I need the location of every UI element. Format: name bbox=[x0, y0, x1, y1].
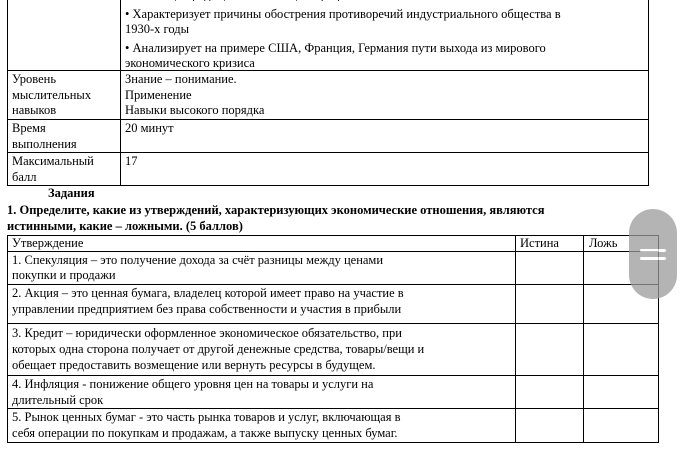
statement-line: покупки и продажи bbox=[12, 268, 116, 282]
skill-value-line-3: Навыки высокого порядка bbox=[125, 103, 265, 117]
statement-line: управлении предприятием без права собственности и участия в прибыли bbox=[12, 302, 402, 316]
header-statement: Утверждение bbox=[12, 236, 84, 250]
time-value: 20 минут bbox=[125, 121, 174, 135]
time-label-line-1: Время bbox=[12, 121, 46, 135]
true-answer-cell[interactable] bbox=[515, 251, 584, 285]
skill-label-line-3: навыков bbox=[12, 103, 57, 117]
header-true: Истина bbox=[520, 236, 559, 250]
bullet-1-line-2: 1930-х годы bbox=[125, 22, 190, 36]
false-answer-cell[interactable] bbox=[583, 323, 659, 376]
time-value-cell bbox=[120, 119, 649, 153]
max-score-label-line-2: балл bbox=[12, 170, 37, 184]
skill-value-line-1: Знание – понимание. bbox=[125, 72, 237, 86]
false-answer-cell[interactable] bbox=[583, 375, 659, 409]
statement-line: 4. Инфляция - понижение общего уровня цен на товары и услуги на bbox=[12, 377, 374, 391]
question-line-2: истинными, какие – ложными. (5 баллов) bbox=[7, 219, 243, 233]
statement-line: 5. Рынок ценных бумаг - это часть рынка товаров и услуг, включающая в bbox=[12, 410, 401, 424]
true-answer-cell[interactable] bbox=[515, 375, 584, 409]
max-score-label-line-1: Максимальный bbox=[12, 154, 94, 168]
tasks-heading: Задания bbox=[48, 186, 95, 200]
header-false: Ложь bbox=[589, 236, 618, 250]
skill-label-line-2: мыслительных bbox=[12, 88, 92, 102]
statement-line: себя операции по покупкам и продажам, а также выпуску ценных бумаг. bbox=[12, 426, 398, 440]
statement-line: 3. Кредит – юридически оформленное экономическое обязательство, при bbox=[12, 326, 402, 340]
skill-value-line-2: Применение bbox=[125, 88, 192, 102]
bullet-1-line-1: • Характеризует причины обострения противоречий индустриального общества в bbox=[125, 7, 561, 21]
statement-line: которых одна сторона получает от другой денежные средства, товары/вещи и bbox=[12, 342, 425, 356]
true-answer-cell[interactable] bbox=[515, 284, 584, 324]
skill-label-line-1: Уровень bbox=[12, 72, 57, 86]
bullet-2-line-2: экономического кризиса bbox=[125, 56, 255, 70]
floating-menu-button[interactable] bbox=[629, 209, 677, 299]
max-score-value-cell bbox=[120, 152, 649, 186]
question-line-1: 1. Определите, какие из утверждений, характеризующих экономические отношения, являются bbox=[7, 203, 545, 217]
true-answer-cell[interactable] bbox=[515, 323, 584, 376]
cut-off-text bbox=[140, 0, 540, 1]
statement-line: 1. Спекуляция – это получение дохода за счёт разницы между ценами bbox=[12, 253, 384, 267]
max-score-value: 17 bbox=[125, 154, 138, 168]
false-answer-cell[interactable] bbox=[583, 408, 659, 443]
objectives-left-cell bbox=[7, 0, 121, 71]
time-label-line-2: выполнения bbox=[12, 137, 77, 151]
bullet-2-line-1: • Анализирует на примере США, Франция, Германия пути выхода из мирового bbox=[125, 41, 546, 55]
true-answer-cell[interactable] bbox=[515, 408, 584, 443]
statement-line: 2. Акция – это ценная бумага, владелец которой имеет право на участие в bbox=[12, 286, 404, 300]
statement-line: длительный срок bbox=[12, 393, 104, 407]
statement-line: обещает предоставить возмещение или вернуть ресурсы в будущем. bbox=[12, 358, 376, 372]
